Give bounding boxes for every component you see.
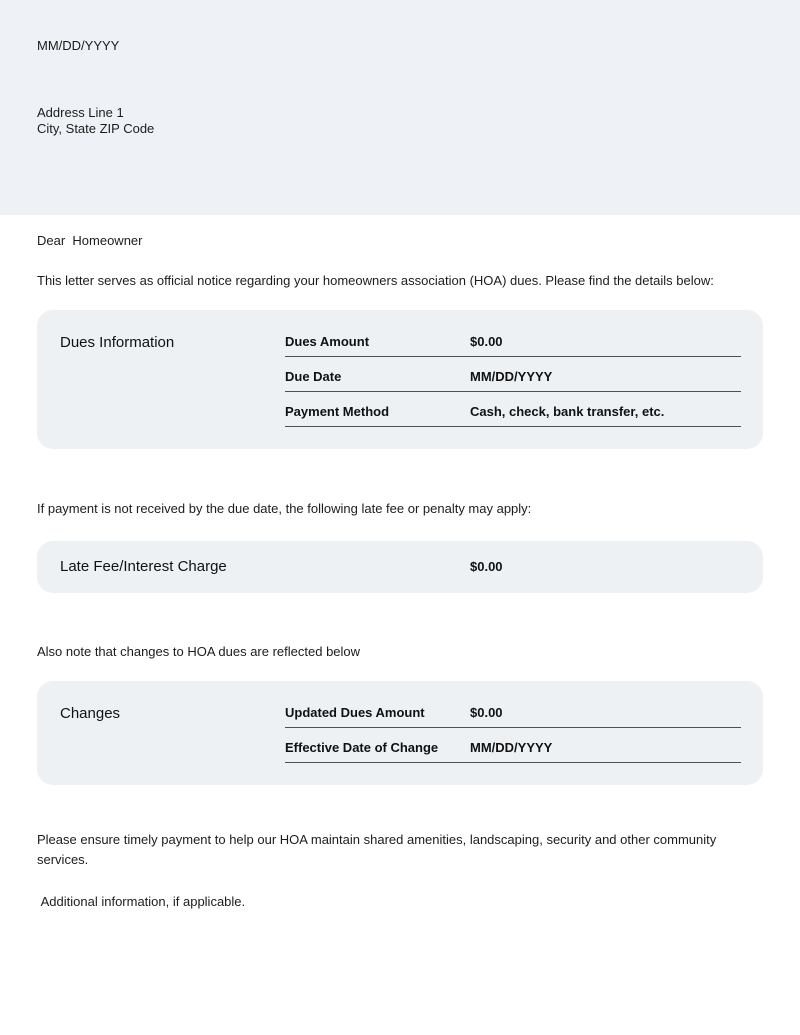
due-date-value: MM/DD/YYYY bbox=[470, 369, 553, 384]
additional-info: Additional information, if applicable. bbox=[37, 894, 246, 909]
payment-method-label: Payment Method bbox=[285, 404, 390, 419]
due-date-row bbox=[285, 357, 741, 392]
payment-method-row bbox=[285, 392, 741, 427]
intro-paragraph: This letter serves as official notice regarding your homeowners association (HOA) dues. Please find the details below: bbox=[37, 273, 714, 288]
effective-date-label: Effective Date of Change bbox=[285, 740, 439, 755]
dues-information-panel bbox=[37, 310, 763, 449]
recipient-address bbox=[37, 105, 763, 137]
dues-amount-row bbox=[285, 322, 741, 357]
changes-note: Also note that changes to HOA dues are reflected below bbox=[37, 644, 361, 659]
changes-title: Changes bbox=[60, 705, 121, 722]
late-fee-panel bbox=[37, 541, 763, 593]
letter-body bbox=[0, 233, 800, 910]
letter-date: MM/DD/YYYY bbox=[37, 38, 120, 53]
letterhead bbox=[0, 0, 800, 215]
dues-amount-value: $0.00 bbox=[470, 334, 503, 349]
effective-date-value: MM/DD/YYYY bbox=[470, 740, 553, 755]
dues-amount-label: Dues Amount bbox=[285, 334, 370, 349]
payment-method-value: Cash, check, bank transfer, etc. bbox=[470, 404, 665, 419]
effective-date-row bbox=[285, 728, 741, 763]
late-fee-note: If payment is not received by the due date, the following late fee or penalty may apply: bbox=[37, 501, 532, 516]
address-line-2: City, State ZIP Code bbox=[37, 121, 155, 136]
salutation: Dear Homeowner bbox=[37, 233, 143, 248]
late-fee-title: Late Fee/Interest Charge bbox=[60, 558, 227, 575]
updated-dues-amount-row bbox=[285, 693, 741, 728]
changes-panel bbox=[37, 681, 763, 785]
address-line-1: Address Line 1 bbox=[37, 105, 124, 120]
updated-dues-amount-label: Updated Dues Amount bbox=[285, 705, 425, 720]
late-fee-value: $0.00 bbox=[470, 559, 503, 574]
closing-paragraph: Please ensure timely payment to help our HOA maintain shared amenities, landscaping, security and other community services. bbox=[37, 832, 717, 867]
updated-dues-amount-value: $0.00 bbox=[470, 705, 503, 720]
changes-fields bbox=[285, 681, 763, 785]
due-date-label: Due Date bbox=[285, 369, 342, 384]
dues-information-title: Dues Information bbox=[60, 334, 175, 351]
dues-information-fields bbox=[285, 310, 763, 449]
